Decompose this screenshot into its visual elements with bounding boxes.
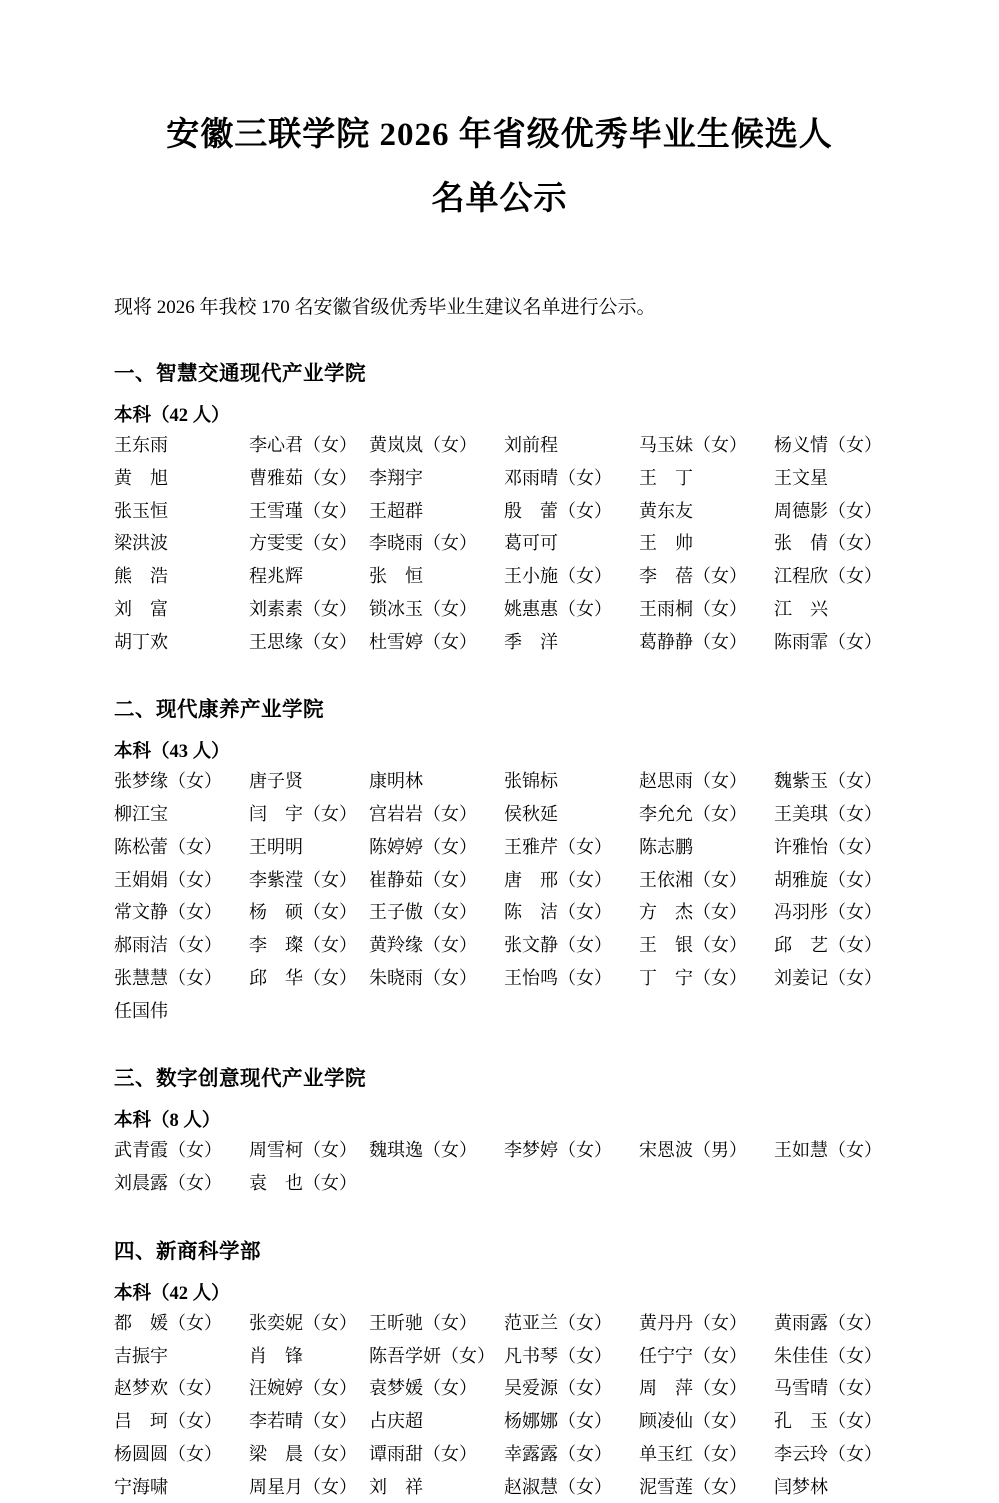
- student-name: 闫梦林: [774, 1476, 828, 1497]
- student-name: 张玉恒: [114, 500, 168, 521]
- student-name: 江程欣（女）: [774, 566, 882, 587]
- student-name: 刘前程: [504, 435, 558, 456]
- student-name: 赵淑慧（女）: [504, 1476, 612, 1497]
- student-name: 占庆超: [369, 1411, 423, 1432]
- section-heading-3: 三、数字创意现代产业学院: [114, 1067, 366, 1091]
- student-name: 冯羽彤（女）: [774, 902, 882, 923]
- student-name: 李允允（女）: [639, 804, 747, 825]
- student-name: 范亚兰（女）: [504, 1312, 612, 1333]
- student-name: 魏紫玉（女）: [774, 771, 882, 792]
- name-grid-4: [114, 1307, 885, 1503]
- student-name: 邱 艺（女）: [774, 935, 882, 956]
- student-name: 李 蓓（女）: [639, 566, 747, 587]
- student-name: 幸露露（女）: [504, 1443, 612, 1464]
- student-name: 葛静静（女）: [639, 631, 747, 652]
- student-name: 王依湘（女）: [639, 869, 747, 890]
- student-name: 王怡鸣（女）: [504, 967, 612, 988]
- student-name: 李紫滢（女）: [249, 869, 357, 890]
- student-name: 周雪柯（女）: [249, 1140, 357, 1161]
- student-name: 胡丁欢: [114, 631, 168, 652]
- student-name: 葛可可: [504, 533, 558, 554]
- student-name: 杨娜娜（女）: [504, 1411, 612, 1432]
- student-name: 杜雪婷（女）: [369, 631, 477, 652]
- student-name: 顾凌仙（女）: [639, 1411, 747, 1432]
- student-name: 袁梦媛（女）: [369, 1378, 477, 1399]
- student-name: 都 媛（女）: [114, 1312, 222, 1333]
- sections-container: [114, 356, 885, 1503]
- student-name: 朱佳佳（女）: [774, 1345, 882, 1366]
- student-name: 梁洪波: [114, 533, 168, 554]
- student-name: 杨 硕（女）: [249, 902, 357, 923]
- student-name: 黄羚缘（女）: [369, 935, 477, 956]
- student-name: 姚惠惠（女）: [504, 598, 612, 619]
- name-grid-1: [114, 429, 885, 658]
- student-name: 常文静（女）: [114, 902, 222, 923]
- student-name: 陈松蕾（女）: [114, 836, 222, 857]
- student-name: 王雪瑾（女）: [249, 500, 357, 521]
- name-grid-3: [114, 1134, 885, 1200]
- student-name: 王 银（女）: [639, 935, 747, 956]
- student-name: 单玉红（女）: [639, 1443, 747, 1464]
- student-name: 宁海啸: [114, 1476, 168, 1497]
- student-name: 周德影（女）: [774, 500, 882, 521]
- student-name: 朱晓雨（女）: [369, 967, 477, 988]
- student-name: 方雯雯（女）: [249, 533, 357, 554]
- document-title: [114, 103, 885, 232]
- student-name: 袁 也（女）: [249, 1173, 357, 1194]
- student-name: 黄 旭: [114, 467, 168, 488]
- student-name: 陈 洁（女）: [504, 902, 612, 923]
- student-name: 任国伟: [114, 1000, 168, 1021]
- student-name: 汪婉婷（女）: [249, 1378, 357, 1399]
- student-name: 王子傲（女）: [369, 902, 477, 923]
- student-name: 唐子贤: [249, 771, 303, 792]
- student-name: 李 璨（女）: [249, 935, 357, 956]
- section-heading-2: 二、现代康养产业学院: [114, 698, 324, 722]
- student-name: 魏琪逸（女）: [369, 1140, 477, 1161]
- student-name: 李晓雨（女）: [369, 533, 477, 554]
- section-subheading-2: 本科（43 人）: [114, 742, 230, 763]
- student-name: 王东雨: [114, 435, 168, 456]
- student-name: 张锦标: [504, 771, 558, 792]
- student-name: 孔 玉（女）: [774, 1411, 882, 1432]
- section-heading-4: 四、新商科学部: [114, 1239, 261, 1263]
- student-name: 王小施（女）: [504, 566, 612, 587]
- section-subheading-3: 本科（8 人）: [114, 1111, 221, 1132]
- student-name: 周 萍（女）: [639, 1378, 747, 1399]
- student-name: 谭雨甜（女）: [369, 1443, 477, 1464]
- student-name: 陈志鹏: [639, 836, 693, 857]
- student-name: 武青霞（女）: [114, 1140, 222, 1161]
- student-name: 马雪晴（女）: [774, 1378, 882, 1399]
- student-name: 闫 宇（女）: [249, 804, 357, 825]
- student-name: 陈婷婷（女）: [369, 836, 477, 857]
- title-line-1: 安徽三联学院 2026 年省级优秀毕业生候选人: [166, 117, 833, 153]
- student-name: 杨义情（女）: [774, 435, 882, 456]
- student-name: 李若晴（女）: [249, 1411, 357, 1432]
- student-name: 张梦缘（女）: [114, 771, 222, 792]
- student-name: 周星月（女）: [249, 1476, 357, 1497]
- student-name: 李梦婷（女）: [504, 1140, 612, 1161]
- student-name: 王昕驰（女）: [369, 1312, 477, 1333]
- student-name: 陈雨霏（女）: [774, 631, 882, 652]
- student-name: 唐 邢（女）: [504, 869, 612, 890]
- student-name: 邱 华（女）: [249, 967, 357, 988]
- student-name: 曹雅茹（女）: [249, 467, 357, 488]
- student-name: 刘 祥: [369, 1476, 423, 1497]
- student-name: 王思缘（女）: [249, 631, 357, 652]
- student-name: 凡书琴（女）: [504, 1345, 612, 1366]
- student-name: 黄东友: [639, 500, 693, 521]
- student-name: 李翔宇: [369, 467, 423, 488]
- student-name: 丁 宁（女）: [639, 967, 747, 988]
- student-name: 王超群: [369, 500, 423, 521]
- student-name: 刘素素（女）: [249, 598, 357, 619]
- student-name: 肖 锋: [249, 1345, 303, 1366]
- student-name: 张奕妮（女）: [249, 1312, 357, 1333]
- student-name: 季 洋: [504, 631, 558, 652]
- student-name: 王明明: [249, 836, 303, 857]
- student-name: 张 倩（女）: [774, 533, 882, 554]
- student-name: 王文星: [774, 467, 828, 488]
- student-name: 王雅芹（女）: [504, 836, 612, 857]
- student-name: 侯秋延: [504, 804, 558, 825]
- student-name: 王美琪（女）: [774, 804, 882, 825]
- section-heading-1: 一、智慧交通现代产业学院: [114, 362, 366, 386]
- student-name: 黄丹丹（女）: [639, 1312, 747, 1333]
- student-name: 张慧慧（女）: [114, 967, 222, 988]
- student-name: 刘姜记（女）: [774, 967, 882, 988]
- student-name: 程兆辉: [249, 566, 303, 587]
- student-name: 邓雨晴（女）: [504, 467, 612, 488]
- student-name: 郝雨洁（女）: [114, 935, 222, 956]
- student-name: 赵思雨（女）: [639, 771, 747, 792]
- student-name: 胡雅旋（女）: [774, 869, 882, 890]
- student-name: 崔静茹（女）: [369, 869, 477, 890]
- title-line-2: 名单公示: [431, 181, 568, 218]
- name-grid-2: [114, 765, 885, 1027]
- student-name: 黄岚岚（女）: [369, 435, 477, 456]
- student-name: 李心君（女）: [249, 435, 357, 456]
- student-name: 吴爱源（女）: [504, 1378, 612, 1399]
- student-name: 许雅怡（女）: [774, 836, 882, 857]
- student-name: 殷 蕾（女）: [504, 500, 612, 521]
- student-name: 李云玲（女）: [774, 1443, 882, 1464]
- section-subheading-1: 本科（42 人）: [114, 406, 230, 427]
- student-name: 刘 富: [114, 598, 168, 619]
- student-name: 王如慧（女）: [774, 1140, 882, 1161]
- student-name: 赵梦欢（女）: [114, 1378, 222, 1399]
- student-name: 泥雪莲（女）: [639, 1476, 747, 1497]
- student-name: 任宁宁（女）: [639, 1345, 747, 1366]
- student-name: 锁冰玉（女）: [369, 598, 477, 619]
- student-name: 黄雨露（女）: [774, 1312, 882, 1333]
- student-name: 杨圆圆（女）: [114, 1443, 222, 1464]
- student-name: 张文静（女）: [504, 935, 612, 956]
- student-name: 方 杰（女）: [639, 902, 747, 923]
- student-name: 吕 珂（女）: [114, 1411, 222, 1432]
- student-name: 柳江宝: [114, 804, 168, 825]
- student-name: 江 兴: [774, 598, 828, 619]
- student-name: 宫岩岩（女）: [369, 804, 477, 825]
- student-name: 梁 晨（女）: [249, 1443, 357, 1464]
- student-name: 熊 浩: [114, 566, 168, 587]
- student-name: 张 恒: [369, 566, 423, 587]
- section-subheading-4: 本科（42 人）: [114, 1283, 230, 1304]
- student-name: 王娟娟（女）: [114, 869, 222, 890]
- student-name: 马玉妹（女）: [639, 435, 747, 456]
- student-name: 王雨桐（女）: [639, 598, 747, 619]
- student-name: 宋恩波（男）: [639, 1140, 747, 1161]
- student-name: 康明林: [369, 771, 423, 792]
- student-name: 王 帅: [639, 533, 693, 554]
- student-name: 刘晨露（女）: [114, 1173, 222, 1194]
- student-name: 陈吾学妍（女）: [369, 1345, 495, 1366]
- intro-paragraph: 现将 2026 年我校 170 名安徽省级优秀毕业生建议名单进行公示。: [114, 296, 656, 318]
- student-name: 王 丁: [639, 467, 693, 488]
- student-name: 吉振宇: [114, 1345, 168, 1366]
